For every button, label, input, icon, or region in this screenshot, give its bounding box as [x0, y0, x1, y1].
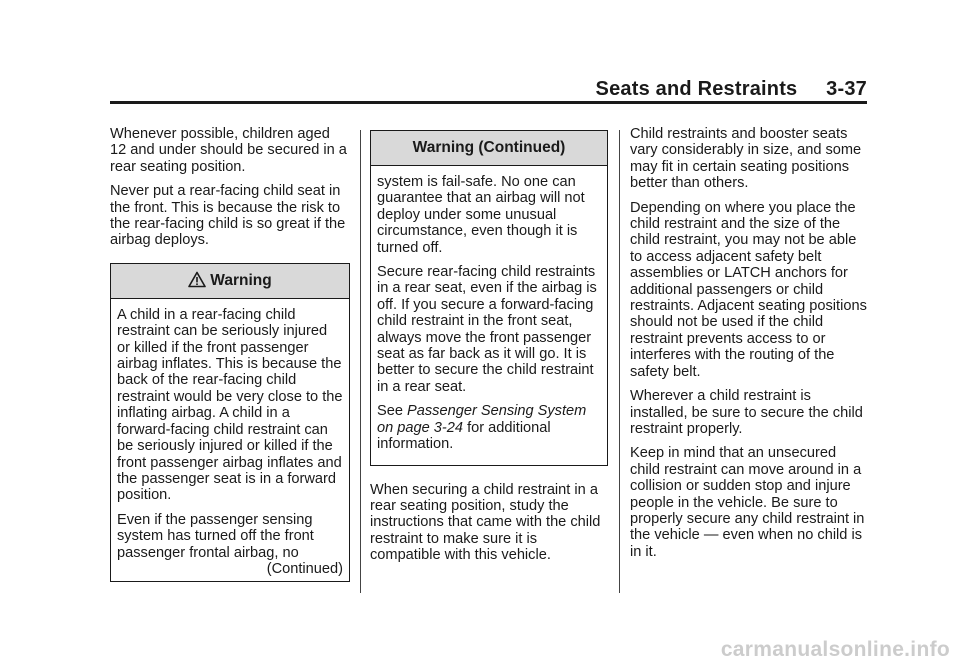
warning-box-continued — [370, 130, 608, 466]
cross-reference-link[interactable]: Passenger Sensing System on page 3-24 — [377, 403, 587, 436]
column-divider — [619, 130, 620, 593]
header-rule — [110, 101, 867, 104]
warning-icon — [188, 267, 206, 301]
warning-body — [111, 299, 349, 582]
continued-label: (Continued) — [266, 560, 343, 577]
warning-header — [371, 131, 607, 166]
warning-paragraph: Even if the passenger sensing system has turned off the front passenger frontal airbag, no — [117, 511, 314, 561]
warning-title: Warning (Continued) — [412, 139, 566, 156]
see-text: See — [377, 403, 408, 420]
warning-paragraph — [377, 403, 601, 452]
page-title: Seats and Restraints 3-37 — [595, 78, 867, 100]
warning-paragraph: Secure rear-facing child restraints in a rear seat, even if the airbag is off. If you secure a forward-facing child restraint in the front seat, always move the front passenger seat as far back as it will go. It is better to secure the child restraint in a rear seat. — [377, 264, 597, 395]
watermark: carmanualsonline.info — [720, 638, 950, 661]
paragraph: Never put a rear-facing child seat in the front. This is because the risk to the rear-facing child is so great if the airbag deploys. — [110, 183, 346, 249]
warning-header — [111, 264, 349, 299]
paragraph: Wherever a child restraint is installed, be sure to secure the child restraint properly. — [630, 388, 863, 437]
column-1 — [110, 126, 350, 582]
paragraph: Whenever possible, children aged 12 and under should be secured in a rear seating position. — [110, 126, 347, 175]
paragraph: Depending on where you place the child restraint and the size of the child restraint, you may not be able to access adjacent safety belt assemblies or LATCH anchors for additional passengers or child restraints. Adjacent seating positions should not be used if the child restraint prevents access to or interferes with the routing of the safety belt. — [630, 199, 867, 380]
warning-body — [371, 166, 607, 465]
warning-paragraph: A child in a rear-facing child restraint can be seriously injured or killed if the front passenger airbag inflates. This is because the back of the rear-facing child restraint would be very close to the inflating airbag. A child in a forward-facing child restraint can be seriously injured or killed if the front passenger airbag inflates and the passenger seat is in a forward position. — [117, 306, 343, 504]
column-2 — [370, 130, 608, 572]
warning-box — [110, 263, 350, 583]
warning-paragraph: system is fail-safe. No one can guarantee that an airbag will not deploy under some unusual circumstance, even though it is turned off. — [377, 174, 585, 256]
column-divider — [360, 130, 361, 593]
warning-title: Warning — [210, 271, 272, 289]
see-text-end: for additional information. — [377, 419, 551, 453]
column-3 — [630, 126, 868, 568]
paragraph: When securing a child restraint in a rear seating position, study the instructions that came with the child restraint to make sure it is compatible with this vehicle. — [370, 481, 601, 564]
paragraph: Child restraints and booster seats vary considerably in size, and some may fit in certain seating positions better than others. — [630, 126, 862, 192]
paragraph: Keep in mind that an unsecured child restraint can move around in a collision or sudden stop and injure people in the vehicle. Be sure to properly secure any child restraint in the vehicle — even when no child is in it. — [630, 445, 865, 560]
